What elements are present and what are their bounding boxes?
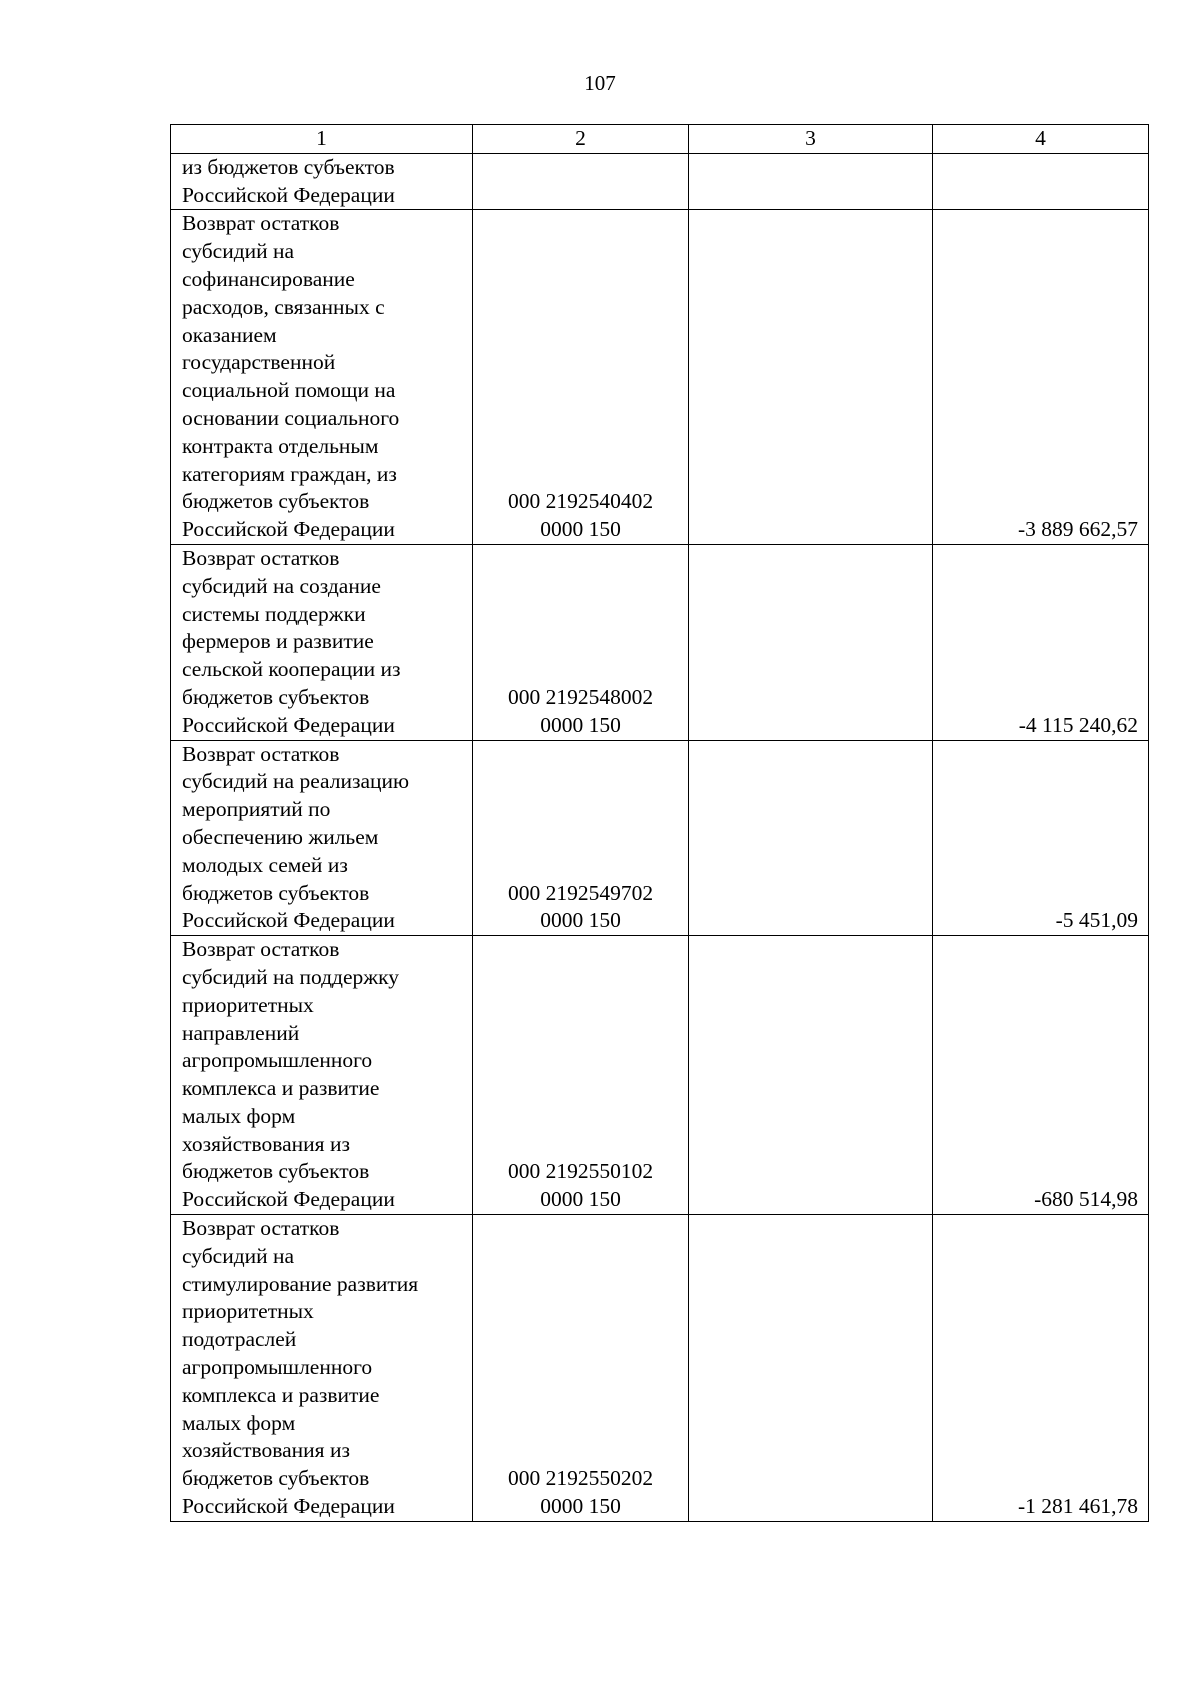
row-amount: -4 115 240,62	[933, 544, 1149, 740]
row-amount: -5 451,09	[933, 740, 1149, 936]
table-row	[171, 544, 1149, 740]
header-col-3: 3	[689, 125, 933, 154]
row-code: 000 2192540402 0000 150	[473, 210, 689, 545]
row-col3	[689, 1215, 933, 1522]
row-code: 000 2192548002 0000 150	[473, 544, 689, 740]
row-name: Возврат остатков субсидий на реализацию мероприятий по обеспечению жильем молодых семей из бюджетов субъектов Российской Федерации	[171, 740, 473, 936]
row-name: Возврат остатков субсидий на создание системы поддержки фермеров и развитие сельской кооперации из бюджетов субъектов Российской Федерации	[171, 544, 473, 740]
row-col3	[689, 740, 933, 936]
row-code: 000 2192549702 0000 150	[473, 740, 689, 936]
header-col-1: 1	[171, 125, 473, 154]
row-name: Возврат остатков субсидий на стимулирование развития приоритетных подотраслей агропромышленного комплекса и развитие малых форм хозяйствования из бюджетов субъектов Российской Федерации	[171, 1215, 473, 1522]
table-row	[171, 153, 1149, 210]
row-col3	[689, 153, 933, 210]
row-col3	[689, 544, 933, 740]
row-col3	[689, 210, 933, 545]
row-code	[473, 153, 689, 210]
header-col-2: 2	[473, 125, 689, 154]
row-name: Возврат остатков субсидий на софинансирование расходов, связанных с оказанием государственной социальной помощи на основании социального контракта отдельным категориям граждан, из бюджетов субъектов Российской Федерации	[171, 210, 473, 545]
row-amount: -680 514,98	[933, 936, 1149, 1215]
table-row	[171, 936, 1149, 1215]
table-row	[171, 740, 1149, 936]
row-amount: -3 889 662,57	[933, 210, 1149, 545]
row-code: 000 2192550102 0000 150	[473, 936, 689, 1215]
table-row	[171, 1215, 1149, 1522]
row-col3	[689, 936, 933, 1215]
table-row	[171, 210, 1149, 545]
row-name: Возврат остатков субсидий на поддержку приоритетных направлений агропромышленного комплекса и развитие малых форм хозяйствования из бюджетов субъектов Российской Федерации	[171, 936, 473, 1215]
row-amount: -1 281 461,78	[933, 1215, 1149, 1522]
table-header-row	[171, 125, 1149, 154]
row-amount	[933, 153, 1149, 210]
header-col-4: 4	[933, 125, 1149, 154]
page-number: 107	[584, 71, 616, 95]
row-name: из бюджетов субъектов Российской Федерации	[171, 153, 473, 210]
row-code: 000 2192550202 0000 150	[473, 1215, 689, 1522]
budget-table	[170, 124, 1149, 1522]
